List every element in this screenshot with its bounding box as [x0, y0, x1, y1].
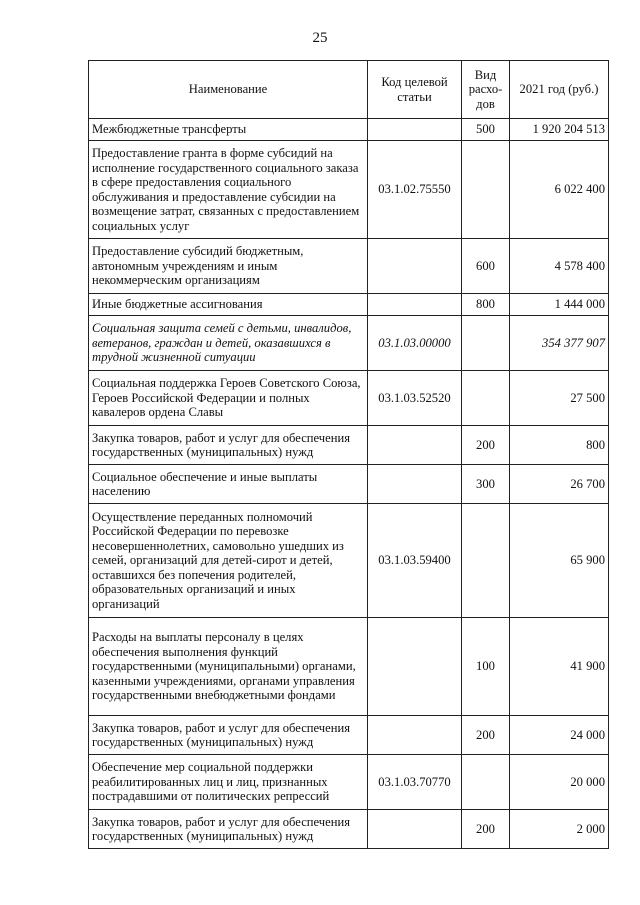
budget-table [88, 60, 609, 849]
cell-kind: 100 [462, 618, 510, 716]
cell-code [368, 294, 462, 316]
table-row [89, 316, 609, 371]
cell-name: Социальная поддержка Героев Советского Союза, Героев Российской Федерации и полных кавалеров ордена Славы [89, 371, 368, 426]
cell-code: 03.1.03.70770 [368, 755, 462, 810]
header-code: Код целевой статьи [368, 61, 462, 119]
table-row [89, 426, 609, 465]
cell-name: Предоставление гранта в форме субсидий на исполнение государственного социального заказа в сфере предоставления социального обслуживания и предоставление субсидии на возмещение затрат, связанных с предоставлением социальных услуг [89, 141, 368, 239]
cell-code: 03.1.03.59400 [368, 504, 462, 618]
cell-name: Иные бюджетные ассигнования [89, 294, 368, 316]
cell-kind: 200 [462, 426, 510, 465]
cell-name: Закупка товаров, работ и услуг для обеспечения государственных (муниципальных) нужд [89, 716, 368, 755]
cell-kind: 300 [462, 465, 510, 504]
cell-code [368, 465, 462, 504]
cell-code [368, 239, 462, 294]
table-row [89, 239, 609, 294]
table-row [89, 141, 609, 239]
cell-sum: 41 900 [510, 618, 609, 716]
cell-name: Закупка товаров, работ и услуг для обеспечения государственных (муниципальных) нужд [89, 810, 368, 849]
header-sum: 2021 год (руб.) [510, 61, 609, 119]
table-row [89, 810, 609, 849]
cell-code: 03.1.03.52520 [368, 371, 462, 426]
cell-kind: 500 [462, 119, 510, 141]
table-header-row [89, 61, 609, 119]
cell-sum: 1 444 000 [510, 294, 609, 316]
table-row [89, 504, 609, 618]
cell-sum: 26 700 [510, 465, 609, 504]
cell-sum: 27 500 [510, 371, 609, 426]
cell-sum: 4 578 400 [510, 239, 609, 294]
cell-kind [462, 316, 510, 371]
table-row [89, 119, 609, 141]
cell-name: Закупка товаров, работ и услуг для обеспечения государственных (муниципальных) нужд [89, 426, 368, 465]
page-number: 25 [312, 30, 328, 46]
cell-sum: 24 000 [510, 716, 609, 755]
table-body [89, 119, 609, 849]
cell-kind [462, 371, 510, 426]
cell-code [368, 119, 462, 141]
cell-code [368, 618, 462, 716]
cell-kind [462, 141, 510, 239]
cell-kind: 600 [462, 239, 510, 294]
cell-code: 03.1.02.75550 [368, 141, 462, 239]
cell-code [368, 810, 462, 849]
cell-name: Расходы на выплаты персоналу в целях обеспечения выполнения функций государственными (муниципальными) органами, казенными учреждениями, органами управления государственными внебюджетными фондами [89, 618, 368, 716]
cell-code [368, 716, 462, 755]
table-row [89, 294, 609, 316]
cell-kind: 800 [462, 294, 510, 316]
cell-kind: 200 [462, 716, 510, 755]
header-name: Наименование [89, 61, 368, 119]
table-row [89, 755, 609, 810]
table-row [89, 618, 609, 716]
cell-name: Обеспечение мер социальной поддержки реабилитированных лиц и лиц, признанных пострадавшими от политических репрессий [89, 755, 368, 810]
table-row [89, 716, 609, 755]
cell-kind: 200 [462, 810, 510, 849]
cell-code: 03.1.03.00000 [368, 316, 462, 371]
cell-sum: 6 022 400 [510, 141, 609, 239]
cell-kind [462, 504, 510, 618]
cell-sum: 20 000 [510, 755, 609, 810]
cell-kind [462, 755, 510, 810]
cell-sum: 1 920 204 513 [510, 119, 609, 141]
cell-sum: 2 000 [510, 810, 609, 849]
table-row [89, 371, 609, 426]
header-kind: Вид расхо-дов [462, 61, 510, 119]
cell-sum: 354 377 907 [510, 316, 609, 371]
cell-sum: 65 900 [510, 504, 609, 618]
cell-name: Осуществление переданных полномочий Российской Федерации по перевозке несовершеннолетних, самовольно ушедших из семей, организаций для детей-сирот и детей, оставшихся без попечения родителей, образовательных организаций и иных организаций [89, 504, 368, 618]
cell-name: Межбюджетные трансферты [89, 119, 368, 141]
table-row [89, 465, 609, 504]
cell-name: Предоставление субсидий бюджетным, автономным учреждениям и иным некоммерческим организациям [89, 239, 368, 294]
cell-sum: 800 [510, 426, 609, 465]
cell-code [368, 426, 462, 465]
cell-name: Социальное обеспечение и иные выплаты населению [89, 465, 368, 504]
cell-name: Социальная защита семей с детьми, инвалидов, ветеранов, граждан и детей, оказавшихся в трудной жизненной ситуации [89, 316, 368, 371]
